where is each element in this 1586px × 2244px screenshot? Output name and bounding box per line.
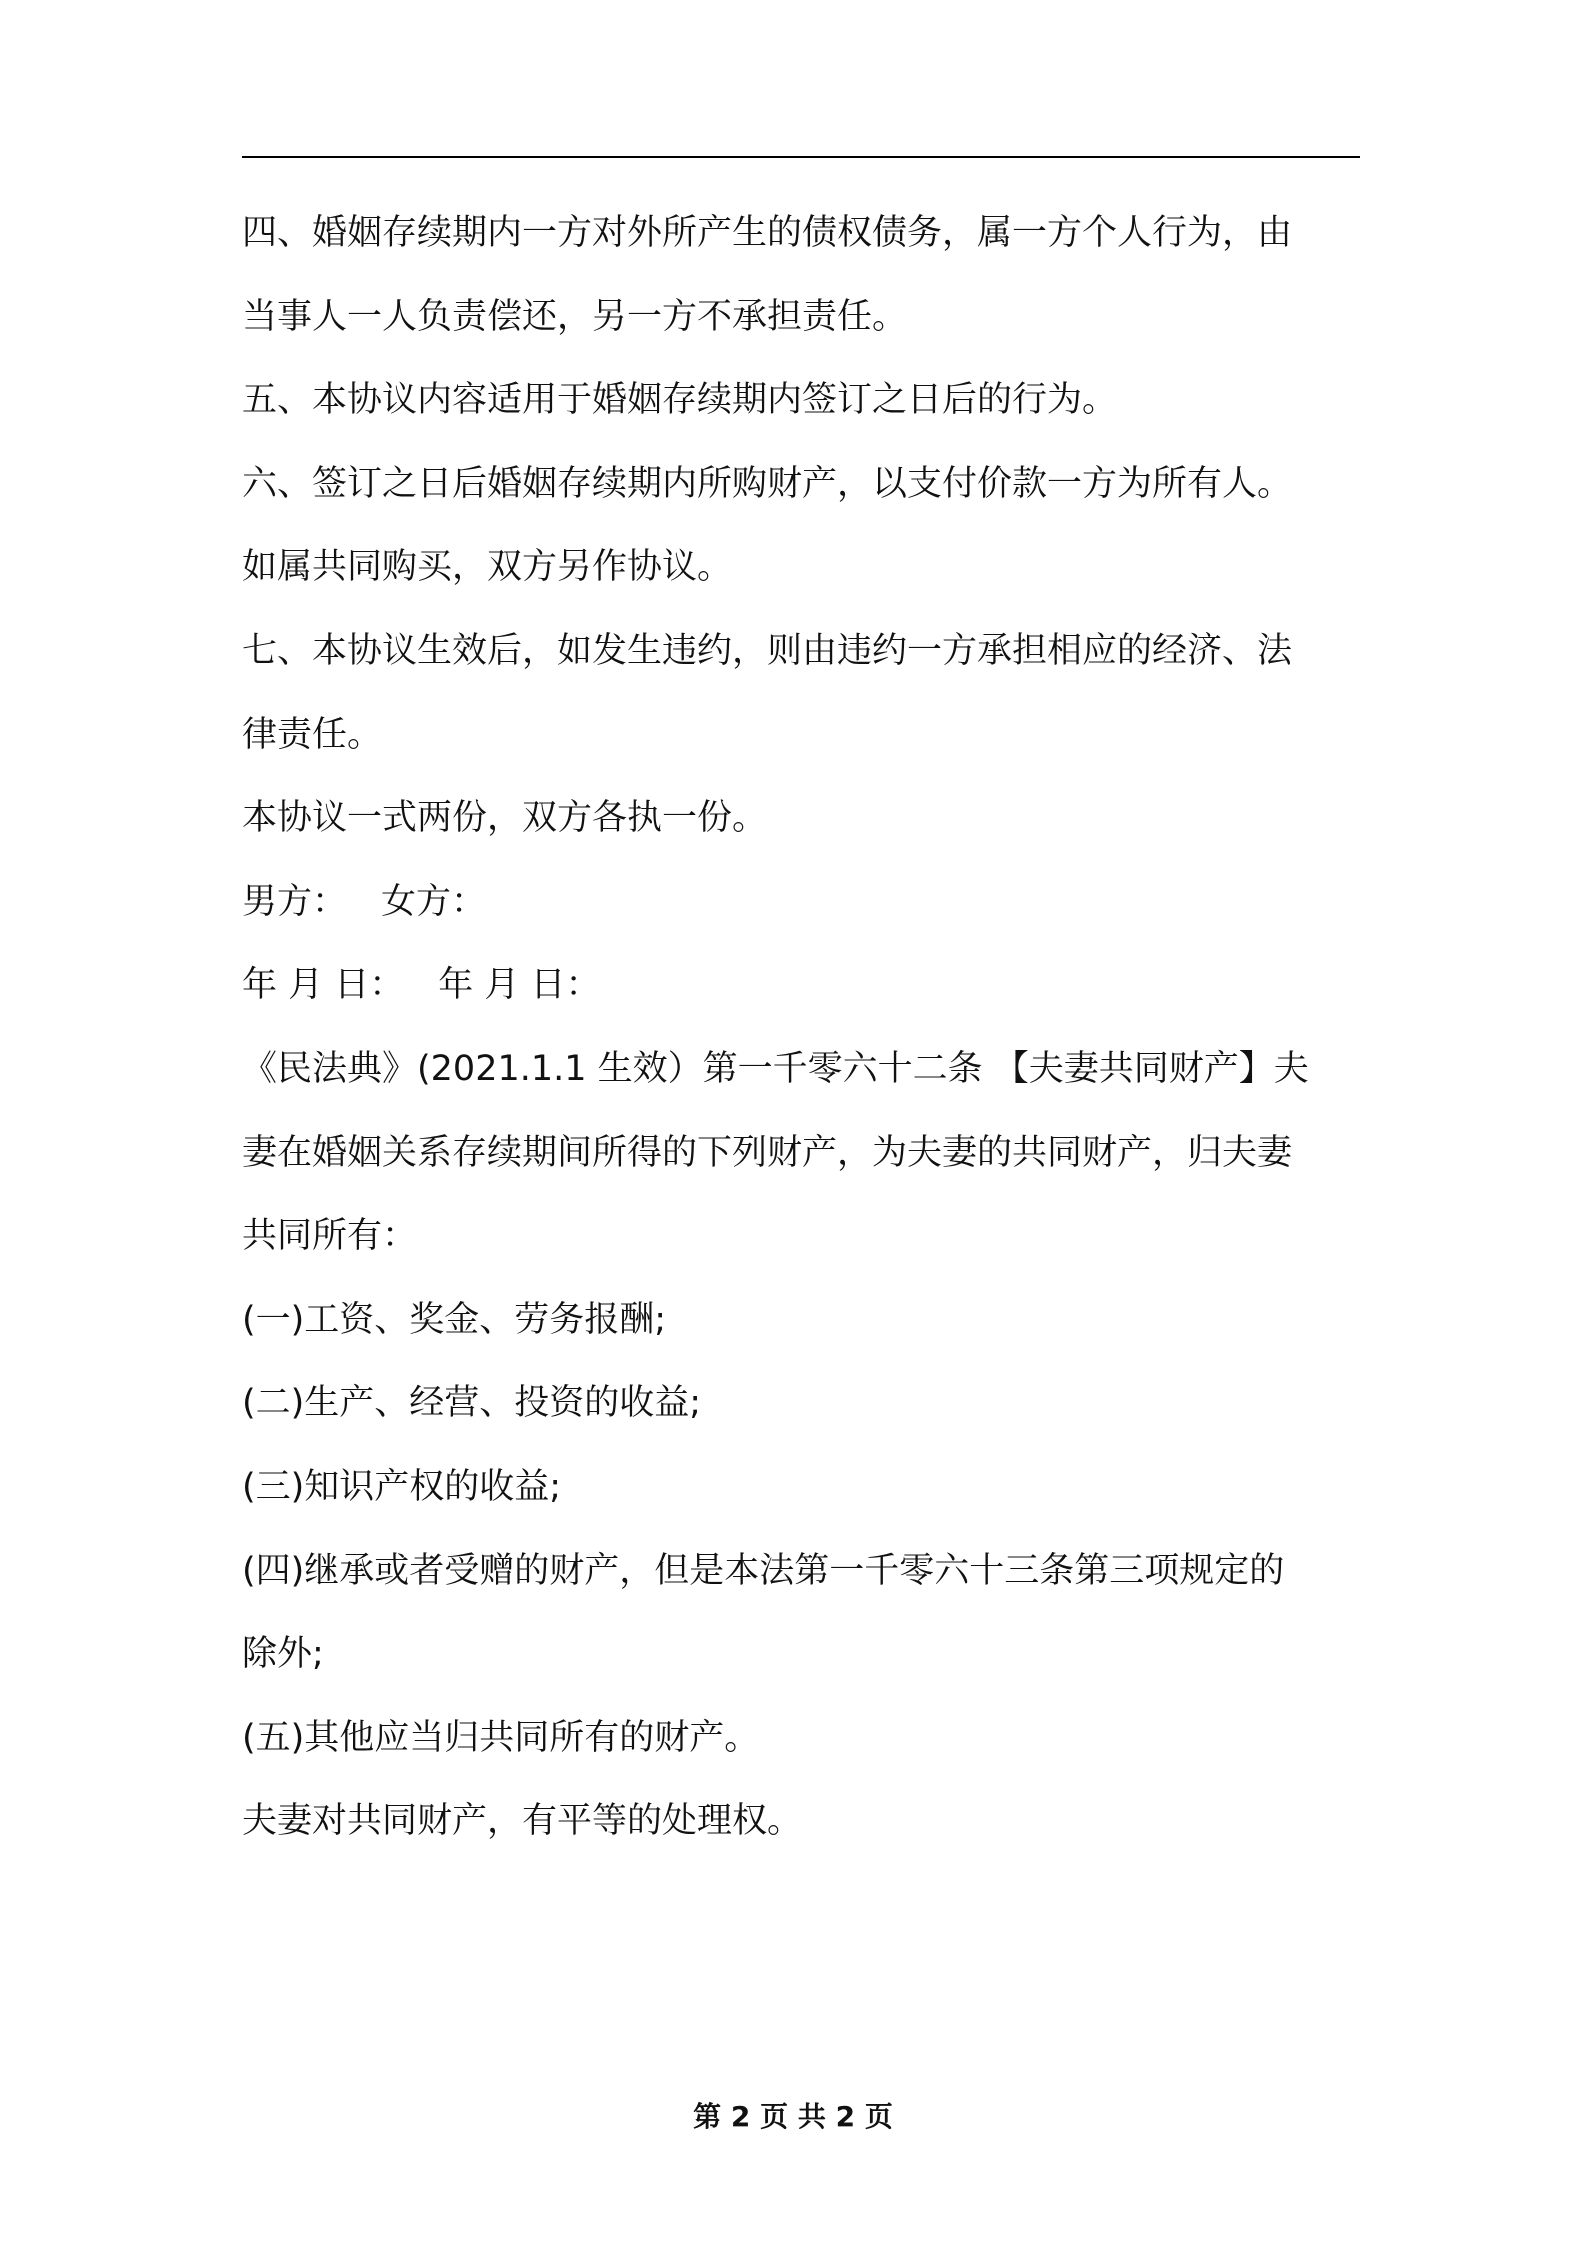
page-number: 第 2 页 共 2 页 [693,2100,893,2133]
civil-code-item-4-line-2: 除外; [242,1634,324,1675]
civil-code-line-1: 《民法典》(2021.1.1 生效）第一千零六十二条 【夫妻共同财产】夫 [242,1048,1309,1089]
civil-code-item-4-line-1: (四)继承或者受赠的财产，但是本法第一千零六十三条第三项规定的 [242,1550,1285,1591]
civil-code-line-3: 共同所有： [242,1216,418,1257]
clause-four-line-1: 四、婚姻存续期内一方对外所产生的债权债务，属一方个人行为，由 [242,213,1293,253]
clause-six-line-1: 六、签订之日后婚姻存续期内所购财产，以支付价款一方为所有人。 [242,463,1293,504]
civil-code-line-2: 妻在婚姻关系存续期间所得的下列财产，为夫妻的共同财产，归夫妻 [242,1132,1293,1173]
male-date-label: 年 月 日： [242,965,405,1006]
clause-five: 五、本协议内容适用于婚姻存续期内签订之日后的行为。 [242,380,1118,421]
header-rule [242,156,1360,158]
copies-statement: 本协议一式两份，双方各执一份。 [242,798,768,839]
civil-code-item-3: (三)知识产权的收益; [242,1466,562,1507]
civil-code-item-2: (二)生产、经营、投资的收益; [242,1383,702,1424]
clause-seven-line-2: 律责任。 [242,714,383,755]
date-line [242,944,1360,1028]
civil-code-item-1: (一)工资、奖金、劳务报酬; [242,1299,667,1340]
clause-four-line-2: 当事人一人负责偿还，另一方不承担责任。 [242,296,908,337]
civil-code-item-5: (五)其他应当归共同所有的财产。 [242,1717,760,1758]
equal-disposition-statement: 夫妻对共同财产，有平等的处理权。 [242,1801,803,1842]
female-date-label: 年 月 日： [438,965,601,1006]
female-signature-label: 女方： [381,881,487,922]
male-signature-label: 男方： [242,881,348,922]
signature-line [242,861,1360,945]
document-body [242,192,1360,1864]
clause-seven-line-1: 七、本协议生效后，如发生违约，则由违约一方承担相应的经济、法 [242,630,1293,671]
clause-six-line-2: 如属共同购买，双方另作协议。 [242,547,733,588]
